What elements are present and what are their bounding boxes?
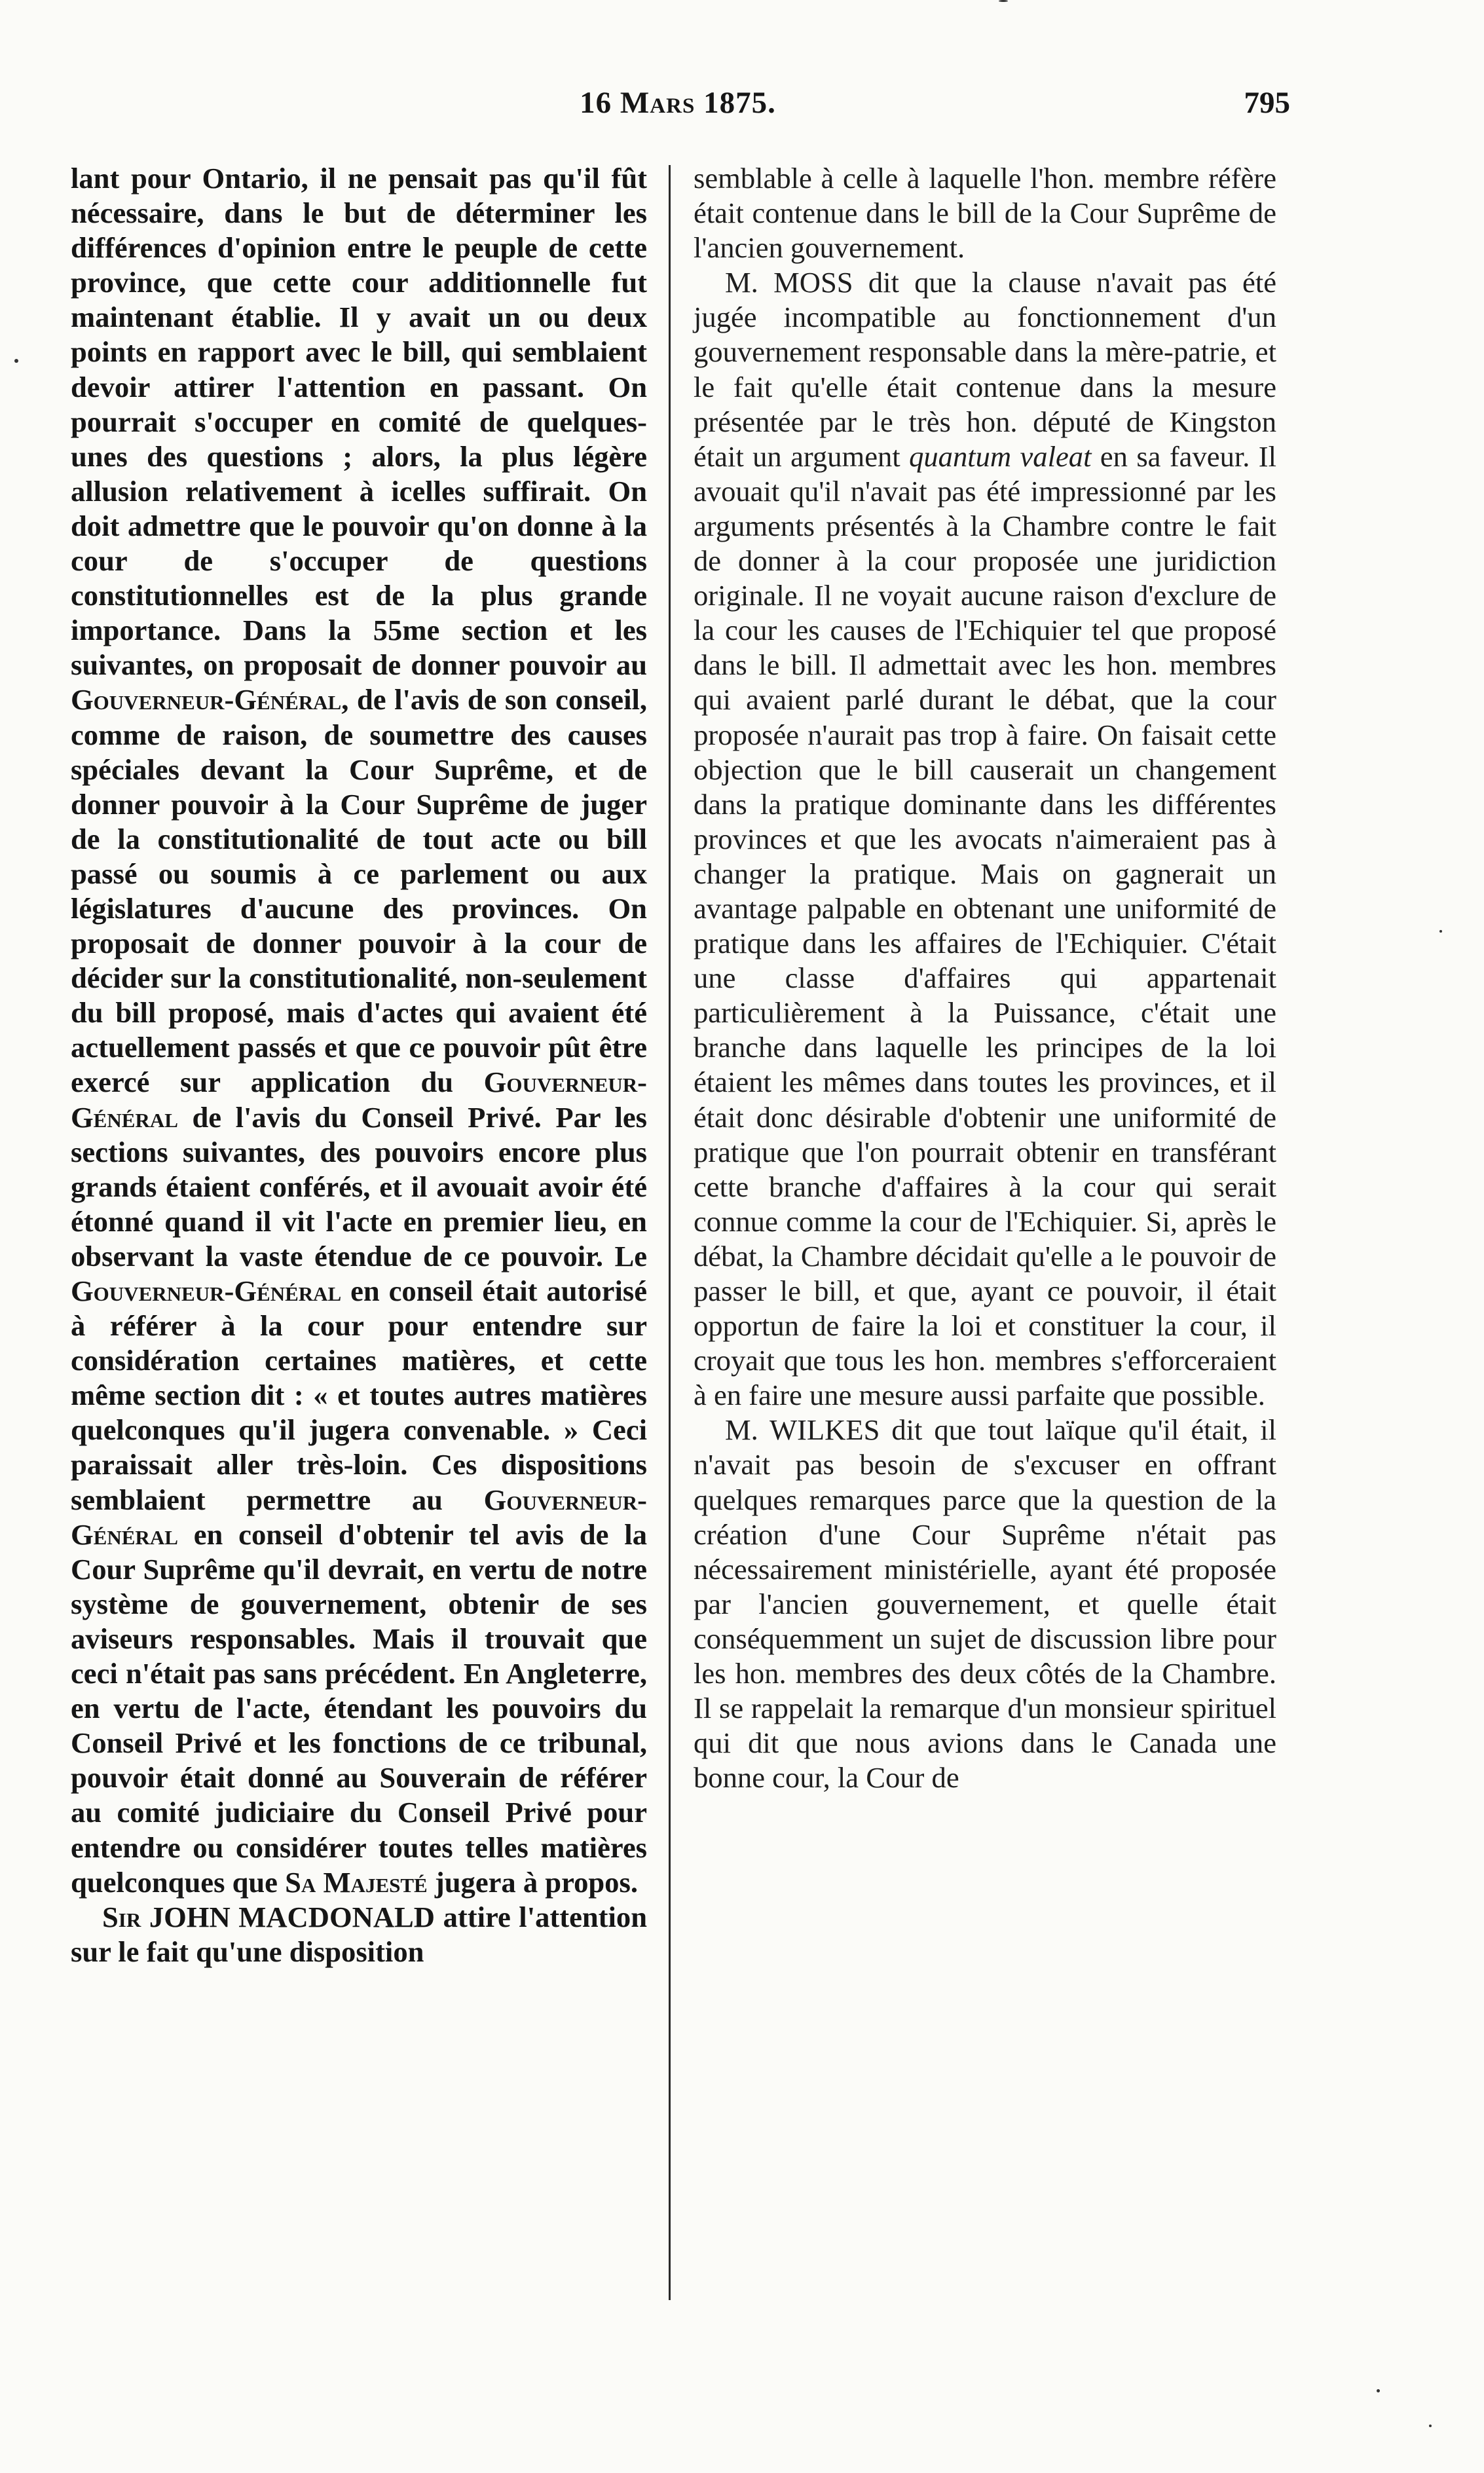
scan-speck xyxy=(999,0,1008,2)
column-divider xyxy=(669,165,671,2300)
page-header xyxy=(65,85,1290,138)
page-number: 795 xyxy=(1244,86,1290,120)
speaker-name: M. MOSS xyxy=(725,266,853,299)
scan-speck xyxy=(14,359,18,363)
left-column xyxy=(71,161,647,1969)
scan-speck xyxy=(1439,930,1442,933)
scan-speck xyxy=(1377,2389,1380,2392)
page-date: 16 Mars 1875. xyxy=(580,86,776,120)
governor-general-title: Gouverneur-Général, xyxy=(71,683,349,716)
latin-phrase: quantum valeat xyxy=(909,439,1092,473)
governor-general-title: Gouverneur-Général xyxy=(71,1274,342,1307)
paragraph-macdonald: Sir JOHN MACDONALD attire l'attention sur le fait qu'une disposition xyxy=(71,1900,648,1968)
governor-general-title: Gouverneur-Général xyxy=(71,1483,647,1551)
speaker-title: Sir xyxy=(102,1900,141,1933)
right-column xyxy=(694,161,1276,1795)
paragraph-continuation: semblable à celle à laquelle l'hon. membre réfère était contenue dans le bill de la Cour Suprême de l'ancien gouvernement. xyxy=(694,162,1276,265)
paragraph-wilkes: M. WILKES dit que tout laïque qu'il était, il n'avait pas besoin de s'excuser en offrant quelques remarques parce que la question de la création d'une Cour Suprême n'était pas nécessairement ministérielle, ayant été proposée par l'ancien gouvernement, et quelle était conséquemment un sujet de discussion libre pour les hon. membres des deux côtés de la Chambre. Il se rappelait la remarque d'un monsieur spirituel qui dit que nous avions dans le Canada une bonne cour, la Cour de xyxy=(694,1413,1276,1794)
sa-majeste-title: Sa Majesté xyxy=(285,1865,428,1899)
scan-speck xyxy=(1429,2425,1432,2427)
paragraph-continuation: lant pour Ontario, il ne pensait pas qu'il fût nécessaire, dans le but de déterminer les différences d'opinion entre le peuple de cette province, que cette cour additionnelle fut maintenant établie. Il y avait un ou deux points en rapport avec le bill, qui semblaient devoir attirer l'attention en passant. On pourrait s'occuper en comité de quelques-unes des questions ; alors, la plus légère allusion relativement à icelles suffirait. On doit admettre que le pouvoir qu'on donne à la cour de s'occuper de questions constitutionnelles est de la plus grande importance. Dans la 55me section et les suivantes, on proposait de donner pouvoir au Gouverneur-Général, de l'avis de son conseil, comme de raison, de soumettre des causes spéciales devant la Cour Suprême, et de donner pouvoir à la Cour Suprême de juger de la constitutionalité de tout acte ou bill passé ou soumis à ce parlement ou aux législatures d'aucune des provinces. On proposait de donner pouvoir à la cour de décider sur la constitutionalité, non-seulement du bill proposé, mais d'actes qui avaient été actuellement passés et que ce pouvoir pût être exercé sur application du Gouverneur-Général de l'avis du Conseil Privé. Par les sections suivantes, des pouvoirs encore plus grands étaient conférés, et il avouait avoir été étonné quand il vit l'acte en premier lieu, en observant la vaste étendue de ce pouvoir. Le Gouverneur-Général en conseil était autorisé à référer à la cour pour entendre sur considération certaines matières, et cette même section dit : « et toutes autres matières quelconques qu'il jugera convenable. » Ceci paraissait aller très-loin. Ces dispositions semblaient permettre au Gouverneur-Général en conseil d'obtenir tel avis de la Cour Suprême qu'il devrait, en vertu de notre système de gouvernement, obtenir de ses aviseurs responsables. Mais il trouvait que ceci n'était pas sans précédent. En Angleterre, en vertu de l'acte, étendant les pouvoirs du Conseil Privé et les fonctions de ce tribunal, pouvoir était donné au Souverain de référer au comité judiciaire du Conseil Privé pour entendre ou considérer toutes telles matières quelconques que Sa Majesté jugera à propos. xyxy=(71,162,647,1899)
governor-general-title: Gouverneur-Général xyxy=(71,1066,647,1134)
speaker-name: M. WILKES xyxy=(725,1413,880,1447)
paragraph-moss: M. MOSS dit que la clause n'avait pas été jugée incompatible au fonctionnement d'un gouvernement responsable dans la mère-patrie, et le fait qu'elle était contenue dans la mesure présentée par le très hon. député de Kingston était un argument quantum valeat en sa faveur. Il avouait qu'il n'avait pas été impressionné par les arguments présentés à la Chambre contre le fait de donner à la cour proposée une juridiction originale. Il ne voyait aucune raison d'exclure de la cour les causes de l'Echiquier tel que proposé dans le bill. Il admettait avec les hon. membres qui avaient parlé durant le débat, que la cour proposée n'aurait pas trop à faire. On faisait cette objection que le bill causerait un changement dans la pratique dominante dans les différentes provinces et que les avocats n'aimeraient pas à changer la pratique. Mais on gagnerait un avantage palpable en obtenant une uniformité de pratique dans les affaires de l'Echiquier. C'était une classe d'affaires qui appartenait particulièrement à la Puissance, c'était une branche dans laquelle les principes de la loi étaient les mêmes dans toutes les provinces, et il était donc désirable d'obtenir une uniformité de pratique que l'on pourrait obtenir en transférant cette branche d'affaires à la cour qui serait connue comme la cour de l'Echiquier. Si, après le débat, la Chambre décidait qu'elle a le pouvoir de passer le bill, et que, ayant ce pouvoir, il était opportun de faire la loi et constituer la cour, il croyait que tous les hon. membres s'efforceraient à en faire une mesure aussi parfaite que possible. xyxy=(694,266,1277,1412)
speaker-name: JOHN MACDONALD xyxy=(141,1900,436,1933)
